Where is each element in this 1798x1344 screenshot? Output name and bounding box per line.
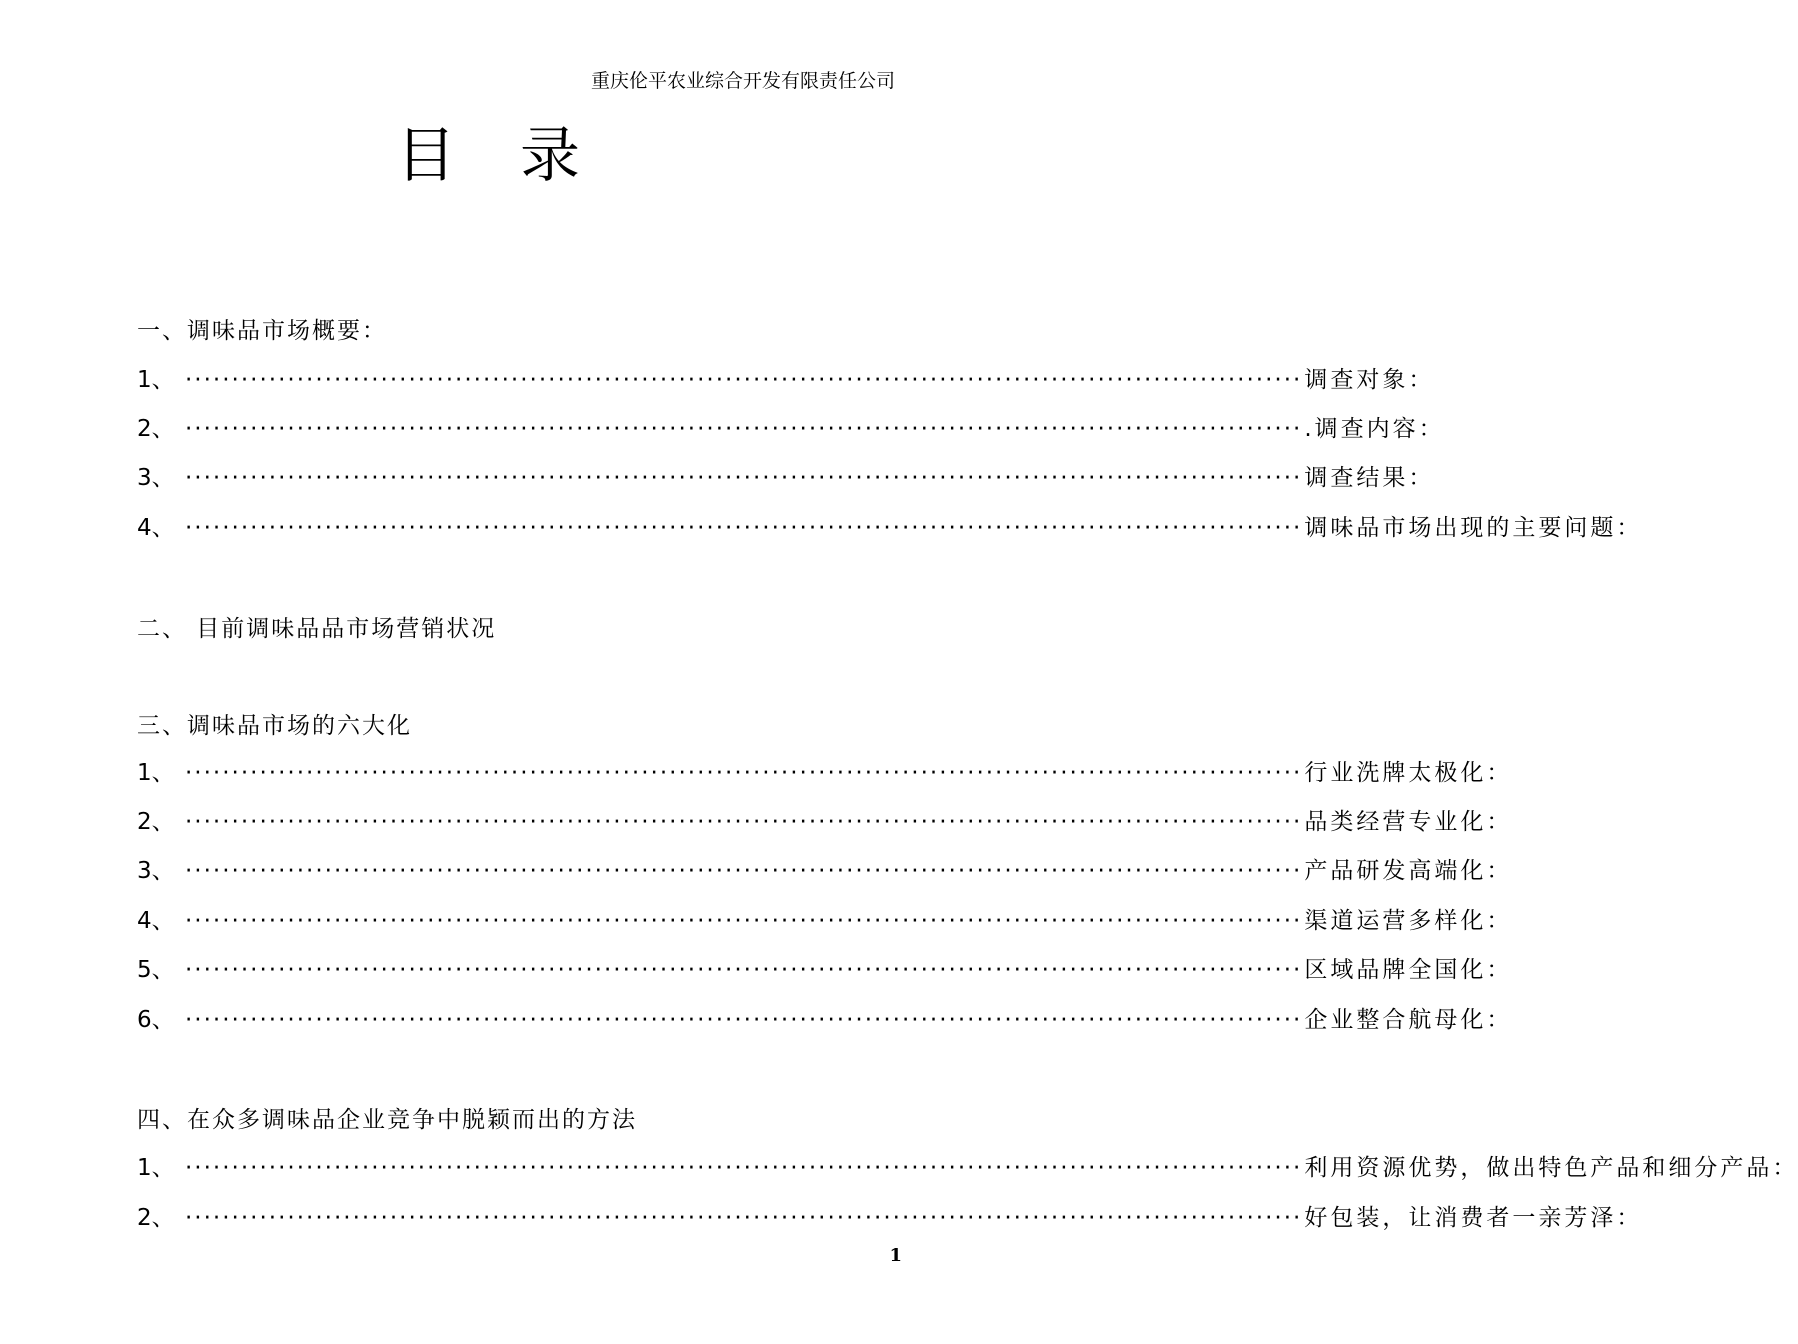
toc-entry[interactable] (137, 754, 1513, 788)
dot-leader: ························································································································ (185, 957, 1303, 983)
toc-entry-number: 1、 (137, 760, 175, 786)
toc-entry-text: 渠道运营多样化： (1304, 908, 1513, 934)
toc-entry-number: 4、 (137, 908, 175, 934)
toc-entry-number: 2、 (137, 1205, 175, 1231)
dot-leader: ························································································································ (185, 1007, 1303, 1033)
toc-section-heading: 一、调味品市场概要： (137, 318, 387, 344)
toc-entry-text: 行业洗牌太极化： (1304, 760, 1513, 786)
toc-entry-text: 品类经营专业化： (1304, 809, 1513, 835)
dot-leader: ························································································································ (185, 760, 1303, 786)
toc-entry-number: 3、 (137, 465, 175, 491)
toc-entry-text: 调味品市场出现的主要问题： (1304, 515, 1643, 541)
toc-entry[interactable] (137, 410, 1445, 444)
toc-entry-text: 区域品牌全国化： (1304, 957, 1513, 983)
toc-entry-number: 1、 (137, 367, 175, 393)
dot-leader: ························································································································ (185, 858, 1303, 884)
toc-entry-number: 2、 (137, 416, 175, 442)
toc-entry-number: 6、 (137, 1007, 175, 1033)
dot-leader: ························································································································ (185, 1155, 1303, 1181)
toc-entry[interactable] (137, 951, 1513, 985)
toc-entry[interactable] (137, 803, 1513, 837)
toc-section-heading: 三、调味品市场的六大化 (137, 713, 412, 739)
toc-entry[interactable] (137, 1199, 1643, 1233)
dot-leader: ························································································································ (185, 416, 1303, 442)
toc-section-heading: 二、 目前调味品品市场营销状况 (137, 616, 497, 642)
toc-entry[interactable] (137, 852, 1513, 886)
dot-leader: ························································································································ (185, 367, 1303, 393)
toc-entry-number: 4、 (137, 515, 175, 541)
dot-leader: ························································································································ (185, 1205, 1303, 1231)
company-header: 重庆伦平农业综合开发有限责任公司 (590, 70, 895, 92)
toc-entry-text: 企业整合航母化： (1304, 1007, 1513, 1033)
toc-entry-number: 1、 (137, 1155, 175, 1181)
page-number: 1 (889, 1245, 902, 1266)
toc-entry-text: .调查内容： (1304, 416, 1445, 442)
toc-entry[interactable] (137, 509, 1643, 543)
toc-entry-number: 2、 (137, 809, 175, 835)
dot-leader: ························································································································ (185, 809, 1303, 835)
toc-entry[interactable] (137, 902, 1513, 936)
page-title: 目录 (396, 121, 644, 191)
toc-entry-text: 利用资源优势，做出特色产品和细分产品： (1304, 1155, 1798, 1181)
toc-entry-number: 5、 (137, 957, 175, 983)
toc-entry[interactable] (137, 361, 1435, 395)
dot-leader: ························································································································ (185, 465, 1303, 491)
toc-entry-text: 产品研发高端化： (1304, 858, 1513, 884)
toc-entry[interactable] (137, 1149, 1798, 1183)
toc-entry-text: 调查对象： (1304, 367, 1435, 393)
toc-entry-text: 好包装，让消费者一亲芳泽： (1304, 1205, 1643, 1231)
toc-entry[interactable] (137, 1001, 1513, 1035)
toc-entry[interactable] (137, 459, 1435, 493)
dot-leader: ························································································································ (185, 515, 1303, 541)
toc-section-heading: 四、在众多调味品企业竞争中脱颖而出的方法 (137, 1107, 637, 1133)
toc-entry-number: 3、 (137, 858, 175, 884)
dot-leader: ························································································································ (185, 908, 1303, 934)
toc-entry-text: 调查结果： (1304, 465, 1435, 491)
